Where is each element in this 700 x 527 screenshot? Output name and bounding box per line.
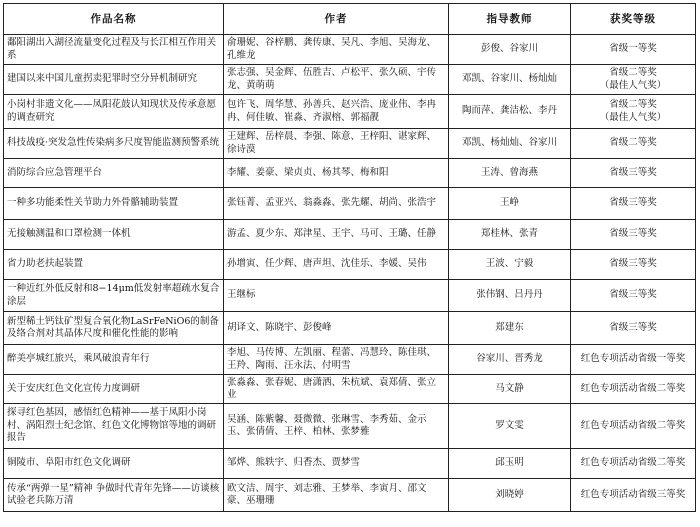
award-level: 省级三等奖 (609, 228, 657, 240)
award-level: 红色专项活动省级二等奖 (580, 457, 686, 469)
project-title-cell: 关于安庆红色文化宣传力度调研 (4, 375, 224, 404)
award-level: 红色专项活动省级二等奖 (580, 419, 686, 431)
advisors-cell: 彭俊、谷家川 (449, 35, 571, 65)
advisors-cell: 陶而萍、龚洁松、李丹 (449, 95, 571, 129)
table-row (4, 479, 696, 512)
advisors-cell: 王峥 (449, 188, 571, 220)
authors-cell: 孙增寅、任少辉、唐声坦、沈佳乐、李媛、吴伟 (224, 250, 449, 280)
authors-cell: 张淼淼、张春妮、唐潇洒、朱杭斌、袁郑倩、张立业 (224, 375, 449, 404)
advisors-cell: 郑桂林、张青 (449, 220, 571, 250)
award-level: 省级二等奖 (609, 67, 657, 78)
advisors-cell: 邓凯、杨灿灿、谷家川 (449, 129, 571, 159)
project-title-cell: 探寻红色基因，感悟红色精神——基于凤阳小岗村、涡阳烈士纪念馆、红色文化博物馆等地的调研报告 (4, 404, 224, 449)
table-row (4, 35, 696, 65)
table-row (4, 312, 696, 345)
authors-cell: 王继标 (224, 280, 449, 312)
award-level: 省级三等奖 (609, 321, 657, 333)
authors-cell: 吴涵、陈紫馨、聂微微、张琳雪、李秀茹、金示玉、张倩倩、王梓、柏林、张梦雅 (224, 404, 449, 449)
header-advisors: 指导教师 (449, 4, 571, 35)
award-cell (571, 250, 696, 280)
award-level: （最佳人气奖） (599, 79, 667, 91)
award-level: 红色专项活动省级一等奖 (580, 353, 686, 365)
award-cell (571, 280, 696, 312)
awards-table (3, 3, 696, 512)
project-title-cell: 传承“两弹一星”精神 争做时代青年先锋——访谈核试验老兵陈万清 (4, 479, 224, 512)
award-level: （最佳人气奖） (599, 111, 667, 123)
table-header-row (4, 4, 696, 35)
award-level: 省级三等奖 (609, 258, 657, 270)
project-title-cell: 小岗村非遗文化——凤阳花鼓认知现状及传承意愿的调查研究 (4, 95, 224, 129)
authors-cell: 俞珊妮、谷梓鹏、龚传康、吴凡、李旭、吴海龙、孔维龙 (224, 35, 449, 65)
table-row (4, 220, 696, 250)
advisors-cell: 郑建东 (449, 312, 571, 345)
award-cell (571, 479, 696, 512)
award-cell (571, 35, 696, 65)
award-level: 省级一等奖 (609, 43, 657, 55)
advisors-cell: 王波、宁毅 (449, 250, 571, 280)
award-level: 红色专项活动省级三等奖 (580, 488, 686, 500)
table-row (4, 159, 696, 188)
authors-cell: 欧文洁、周宇、刘志雅、王梦举、李寅月、邵文豪、巫珊珊 (224, 479, 449, 512)
award-level: 省级三等奖 (609, 166, 657, 178)
table-row (4, 375, 696, 404)
table-row (4, 404, 696, 449)
project-title-cell: 无接触测温和口罩检测一体机 (4, 220, 224, 250)
award-cell (571, 345, 696, 375)
advisors-cell: 马文静 (449, 375, 571, 404)
project-title-cell: 省力助老扶起装置 (4, 250, 224, 280)
award-cell (571, 404, 696, 449)
award-cell (571, 129, 696, 159)
authors-cell: 李旭、马传博、左凯丽、程蕾、冯慧玲、陈佳琪、王羚、陶雨、汪永法、付明雪 (224, 345, 449, 375)
advisors-cell: 邓凯、谷家川、杨灿灿 (449, 65, 571, 95)
authors-cell: 张志强、吴金辉、伍胜吉、卢松平、张久硕、宇传龙、黄萌萌 (224, 65, 449, 95)
project-title-cell: 铜陵市、阜阳市红色文化调研 (4, 449, 224, 479)
advisors-cell: 王涛、曾海燕 (449, 159, 571, 188)
authors-cell: 张钰菁、孟亚兴、翁淼淼、张先耀、胡尚、张浩宇 (224, 188, 449, 220)
advisors-cell: 罗文雯 (449, 404, 571, 449)
project-title-cell: 新型稀土钙钛矿型复合氧化物LaSrFeNiO6的制备及络合剂对其晶体尺度和催化性能的影响 (4, 312, 224, 345)
authors-cell: 包许飞、周华慧、孙善兵、赵兴浩、庞业伟、李冉冉、何佳敏、崔淼、齐淑榕、郭福靓 (224, 95, 449, 129)
project-title-cell: 醉美亭城红旅兴，乘风破浪青年行 (4, 345, 224, 375)
authors-cell: 胡译文、陈晓宇、彭俊峰 (224, 312, 449, 345)
award-cell (571, 95, 696, 129)
award-cell (571, 65, 696, 95)
table-row (4, 345, 696, 375)
award-level: 省级三等奖 (609, 197, 657, 209)
table-row (4, 188, 696, 220)
authors-cell: 王建辉、岳梓晨、李强、陈意、王梓阳、谌家辉、徐诗漠 (224, 129, 449, 159)
table-row (4, 129, 696, 159)
table-row (4, 95, 696, 129)
project-title-cell: 消防综合应急管理平台 (4, 159, 224, 188)
award-level: 省级二等奖 (609, 137, 657, 149)
project-title-cell: 建国以来中国儿童拐卖犯罪时空分异机制研究 (4, 65, 224, 95)
table-row (4, 449, 696, 479)
header-authors: 作者 (224, 4, 449, 35)
project-title-cell: 科技战疫·突发急性传染病多尺度智能监测预警系统 (4, 129, 224, 159)
award-cell (571, 188, 696, 220)
award-cell (571, 220, 696, 250)
award-level: 省级三等奖 (609, 289, 657, 301)
award-cell (571, 449, 696, 479)
table-body (4, 35, 696, 512)
authors-cell: 游孟、夏少东、郑津星、王宇、马可、王璐、任静 (224, 220, 449, 250)
award-cell (571, 159, 696, 188)
advisors-cell: 张伟钢、吕丹丹 (449, 280, 571, 312)
award-cell (571, 312, 696, 345)
table-row (4, 250, 696, 280)
award-level: 省级二等奖 (609, 99, 657, 110)
award-cell (571, 375, 696, 404)
advisors-cell: 刘晓婷 (449, 479, 571, 512)
table-row (4, 280, 696, 312)
advisors-cell: 谷家川、晋秀龙 (449, 345, 571, 375)
project-title-cell: 鄱阳湖出入湖径流量变化过程及与长江相互作用关系 (4, 35, 224, 65)
authors-cell: 邹烨、熊轶宇、归香杰、贾梦雪 (224, 449, 449, 479)
header-award: 获奖等级 (571, 4, 696, 35)
project-title-cell: 一种多功能柔性关节助力外骨骼辅助装置 (4, 188, 224, 220)
award-level: 红色专项活动省级二等奖 (580, 382, 686, 394)
header-title: 作品名称 (4, 4, 224, 35)
project-title-cell: 一种近红外低反射和8−14μm低发射率超疏水复合涂层 (4, 280, 224, 312)
table-row (4, 65, 696, 95)
authors-cell: 李耀、姜豪、梁贞贞、杨其琴、梅和阳 (224, 159, 449, 188)
advisors-cell: 邱玉明 (449, 449, 571, 479)
